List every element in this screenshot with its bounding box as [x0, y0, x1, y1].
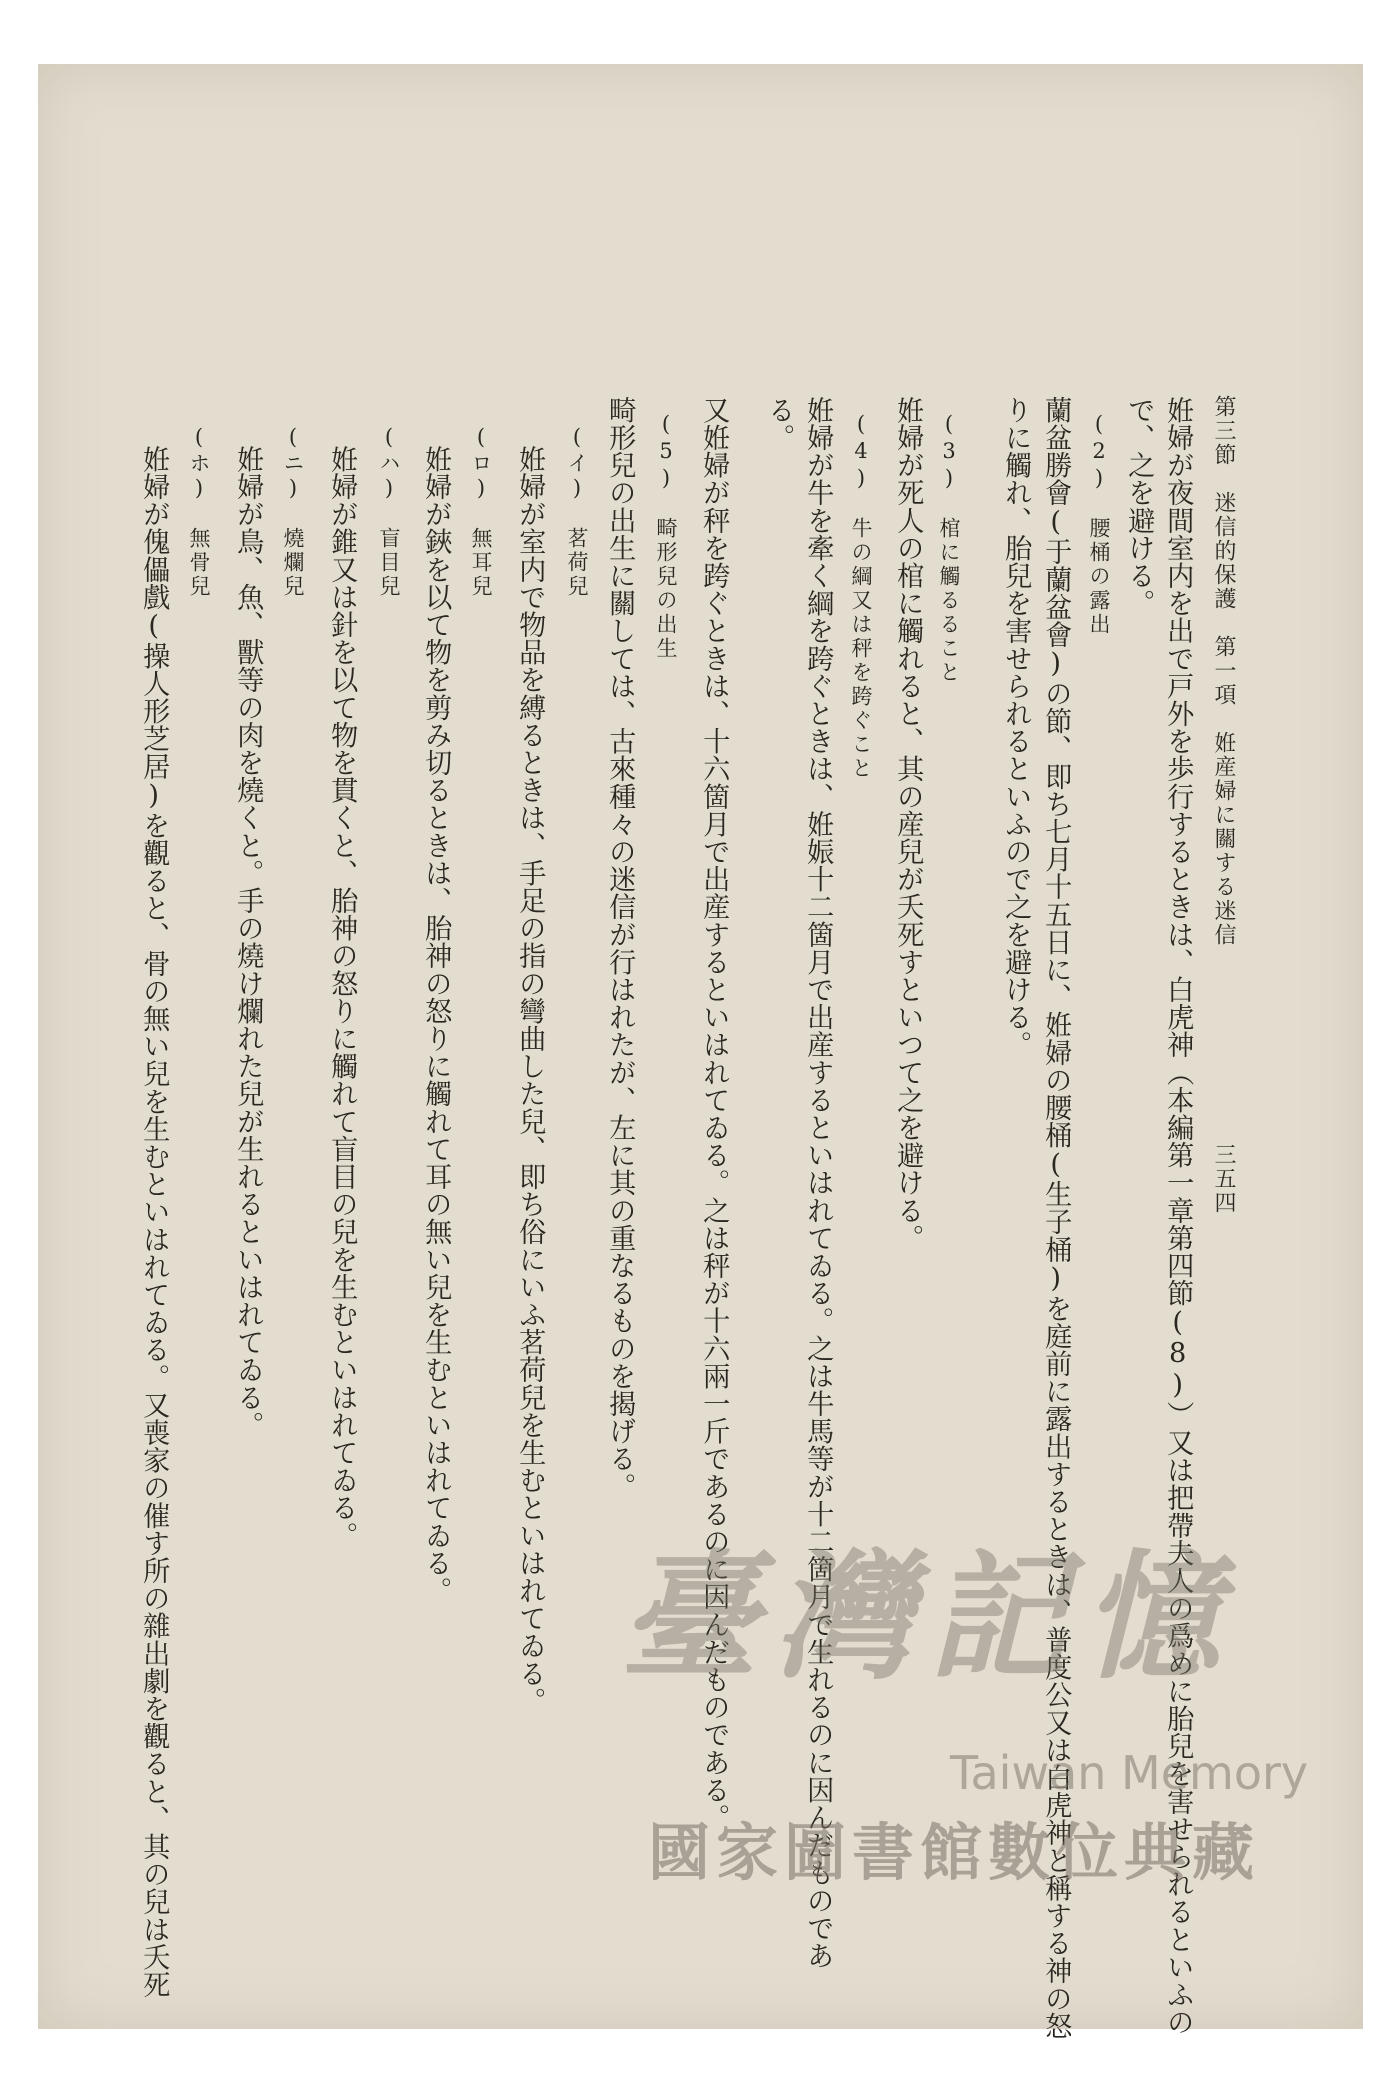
text-column: 姙婦が死人の棺に觸れると、其の産兒が夭死すといつて之を避ける。	[892, 396, 924, 1252]
subsection-heading: (ニ) 燒爛兒	[281, 425, 305, 599]
watermark-chinese: 國家圖書館數位典藏	[648, 1816, 1261, 1889]
section-heading: (2) 腰桶の露出	[1087, 412, 1111, 637]
subsection-heading: (ロ) 無耳兒	[469, 425, 493, 599]
text-column: 畸形兒の出生に關しては、古來種々の迷信が行はれたが、左に其の重なるものを揭げる。	[604, 396, 636, 1500]
text-column: 姙婦が傀儡戲(操人形芝居)を觀ると、骨の無い兒を生むといはれてゐる。又喪家の催す所の雜出劇を觀ると、其の兒は夭死	[138, 445, 170, 1999]
text-column: 姙婦が牛を牽く綱を跨ぐときは、姙娠十二箇月で出産するといはれてゐる。之は牛馬等が十二箇月で生れるのに因んだものであ	[802, 396, 834, 1970]
text-column: 姙婦が夜間室内を出で戸外を歩行するときは、白虎神（本編第一章第四節(8)）又は把帶夫人の爲めに胎兒を害せられるといふの	[1162, 396, 1194, 2036]
subsection-heading: (イ) 茗荷兒	[565, 425, 589, 599]
section-heading: (4) 牛の綱又は秤を跨ぐこと	[849, 412, 873, 781]
text-column: りに觸れ、胎兒を害せられるといふので之を避ける。	[1000, 396, 1032, 1059]
section-heading: (5) 畸形兒の出生	[654, 412, 678, 661]
text-column: 又姙婦が秤を跨ぐときは、十六箇月で出産するといはれてゐる。之は秤が十六兩一斤であるのに因んだものである。	[698, 396, 730, 1832]
watermark-calligraphy: 臺灣記憶	[620, 1535, 1237, 1698]
text-column: 姙婦が錐又は針を以て物を貫くと、胎神の怒りに觸れて盲目の兒を生むといはれてゐる。	[326, 445, 358, 1549]
text-column: 姙婦が室内で物品を縛るときは、手足の指の彎曲した兒、即ち俗にいふ茗荷兒を生むといはれてゐる。	[514, 445, 546, 1715]
text-column: 姙婦が鳥、魚、獸等の肉を燒くと。手の燒け爛れた兒が生れるといはれてゐる。	[232, 445, 264, 1439]
watermark-english: Taiwan Memory	[950, 1746, 1309, 1800]
text-column: る。	[763, 396, 795, 452]
subsection-heading: (ハ) 盲目兒	[377, 425, 401, 599]
running-head: 第三節 迷信的保護 第一項 姙産婦に關する迷信	[1211, 395, 1236, 947]
subsection-heading: (ホ) 無骨兒	[187, 425, 211, 599]
text-column: で、之を避ける。	[1123, 396, 1155, 617]
section-heading: (3) 棺に觸るること	[937, 412, 961, 685]
text-column: 姙婦が鋏を以て物を剪み切るときは、胎神の怒りに觸れて耳の無い兒を生むといはれてゐる。	[420, 445, 452, 1605]
text-column: 蘭盆勝會(于蘭盆會)の節、即ち七月十五日に、姙婦の腰桶(生子桶)を庭前に露出するときは、普度公又は白虎神と稱する神の怒	[1040, 396, 1072, 2040]
page-number: 三五四	[1211, 1143, 1236, 1215]
